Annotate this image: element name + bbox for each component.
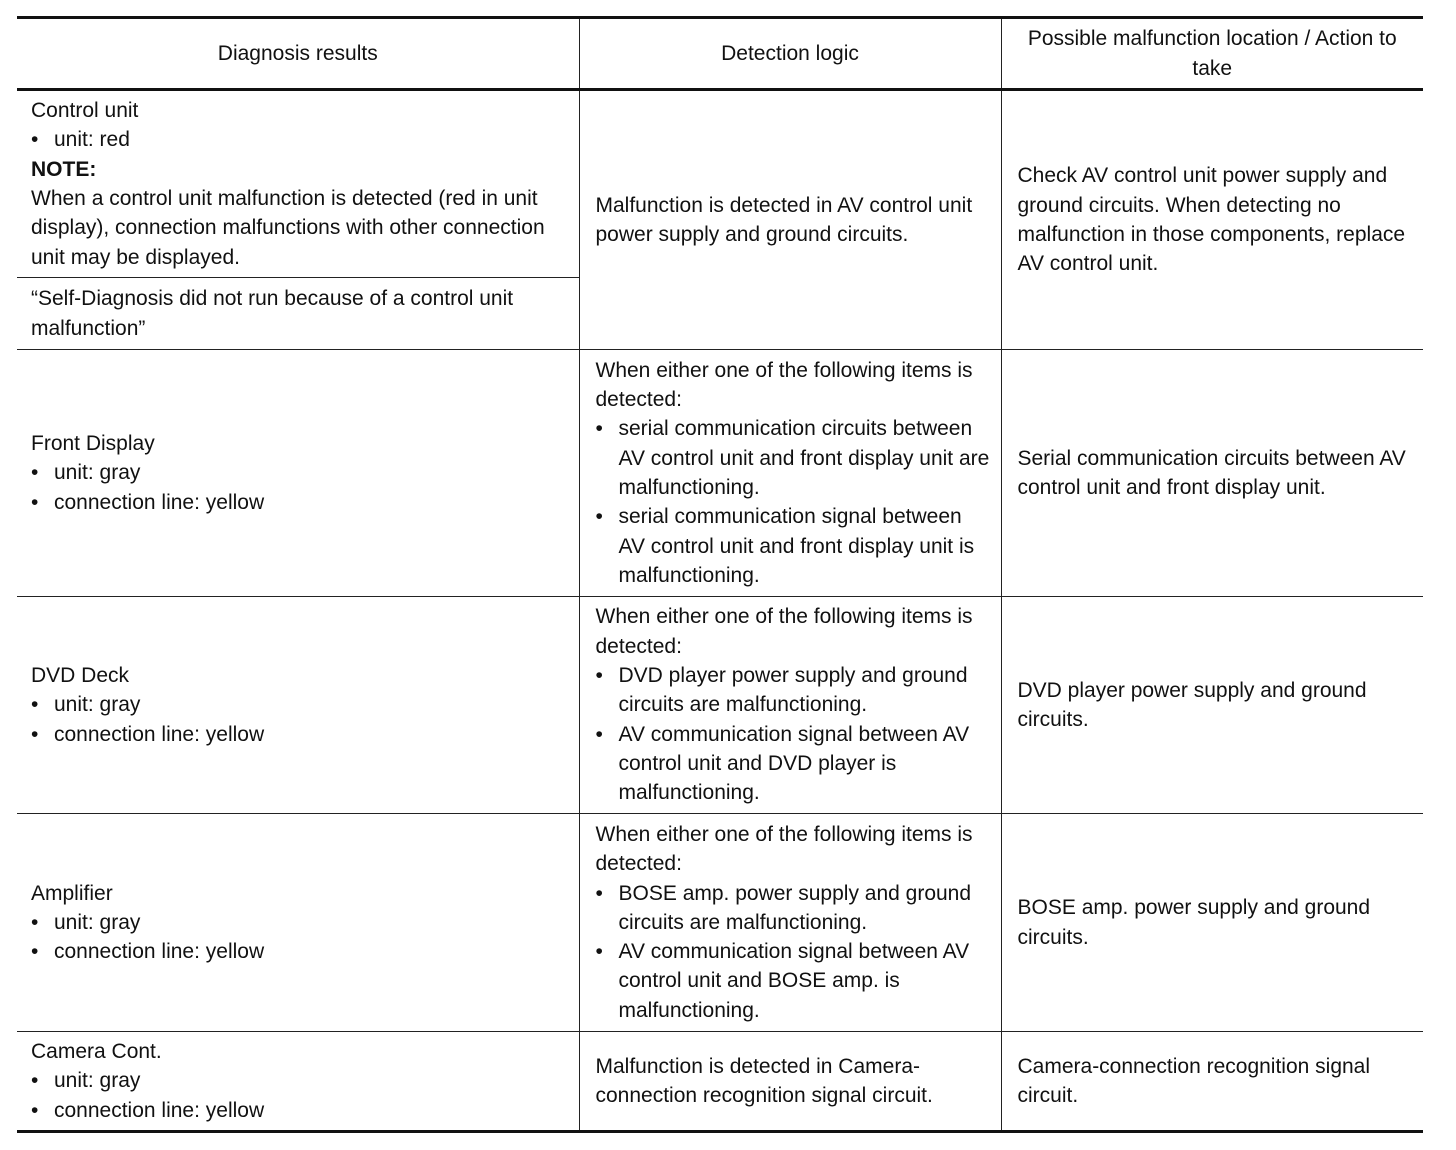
- note-text: When a control unit malfunction is detected (red in unit display), connection malfunctions with other connection unit may be displayed.: [31, 187, 545, 269]
- unit-name: Camera Cont.: [31, 1040, 162, 1064]
- table-row-front-display: [17, 350, 1423, 597]
- unit-name: Front Display: [31, 432, 155, 456]
- logic-text: Malfunction is detected in Camera-connection recognition signal circuit.: [595, 1054, 933, 1107]
- header-diagnosis-results: Diagnosis results: [17, 18, 579, 90]
- action-text: Check AV control unit power supply and ground circuits. When detecting no malfunction in those components, replace AV control unit.: [1017, 164, 1406, 276]
- header-malfunction-location: Possible malfunction location / Action to take: [1001, 18, 1423, 90]
- diagnosis-cell: [17, 350, 579, 597]
- table-row-dvd-deck: [17, 597, 1423, 814]
- action-text: Serial communication circuits between AV control unit and front display unit.: [1017, 446, 1406, 499]
- logic-cell: [579, 350, 1001, 597]
- bullet-item: • connection line: yellow: [31, 1096, 565, 1125]
- logic-bullet: • AV communication signal between AV control unit and BOSE amp. is malfunctioning.: [596, 937, 991, 1025]
- table-row-camera-cont: [17, 1032, 1423, 1132]
- header-detection-logic: Detection logic: [579, 18, 1001, 90]
- action-cell: [1001, 1032, 1423, 1132]
- logic-cell: [579, 597, 1001, 814]
- logic-cell: [579, 1032, 1001, 1132]
- diagnosis-cell: [17, 90, 579, 278]
- bullet-item: • unit: gray: [31, 908, 565, 937]
- table-row-amplifier: [17, 814, 1423, 1032]
- bullet-item: • connection line: yellow: [31, 720, 565, 749]
- logic-bullet: • serial communication circuits between AV control unit and front display unit are malfunctioning.: [596, 414, 991, 502]
- action-text: BOSE amp. power supply and ground circuits.: [1017, 896, 1371, 949]
- unit-name: Amplifier: [31, 881, 113, 905]
- bullet-item: • unit: gray: [31, 458, 565, 487]
- diagnosis-cell: [17, 814, 579, 1032]
- logic-bullet: • serial communication signal between AV control unit and front display unit is malfunctioning.: [596, 502, 991, 590]
- logic-bullet: • BOSE amp. power supply and ground circuits are malfunctioning.: [596, 879, 991, 938]
- bullet-item: • connection line: yellow: [31, 488, 565, 517]
- action-cell: [1001, 350, 1423, 597]
- self-diagnosis-message: “Self-Diagnosis did not run because of a control unit malfunction”: [31, 287, 514, 340]
- logic-bullet: • AV communication signal between AV control unit and DVD player is malfunctioning.: [596, 720, 991, 808]
- diagnosis-table: [17, 16, 1423, 1133]
- unit-name: Control unit: [31, 99, 139, 123]
- action-text: Camera-connection recognition signal circuit.: [1017, 1054, 1371, 1107]
- action-text: DVD player power supply and ground circuits.: [1017, 678, 1367, 731]
- bullet-item: • unit: gray: [31, 690, 565, 719]
- logic-bullet: • DVD player power supply and ground circuits are malfunctioning.: [596, 661, 991, 720]
- logic-cell: [579, 90, 1001, 350]
- action-cell: [1001, 814, 1423, 1032]
- logic-intro: When either one of the following items is detected:: [595, 822, 973, 876]
- bullet-item: • unit: red: [31, 125, 565, 154]
- bullet-item: • unit: gray: [31, 1066, 565, 1095]
- table-header-row: [17, 18, 1423, 90]
- logic-cell: [579, 814, 1001, 1032]
- diagnosis-cell: [17, 597, 579, 814]
- note-label: NOTE:: [31, 157, 97, 181]
- table-row-control-unit: [17, 90, 1423, 278]
- logic-text: Malfunction is detected in AV control unit power supply and ground circuits.: [595, 193, 973, 246]
- unit-name: DVD Deck: [31, 664, 130, 688]
- action-cell: [1001, 90, 1423, 350]
- diagnosis-cell: [17, 278, 579, 350]
- logic-intro: When either one of the following items is detected:: [595, 358, 973, 412]
- diagnosis-cell: [17, 1032, 579, 1132]
- logic-intro: When either one of the following items is detected:: [595, 605, 973, 658]
- bullet-item: • connection line: yellow: [31, 937, 565, 966]
- action-cell: [1001, 597, 1423, 814]
